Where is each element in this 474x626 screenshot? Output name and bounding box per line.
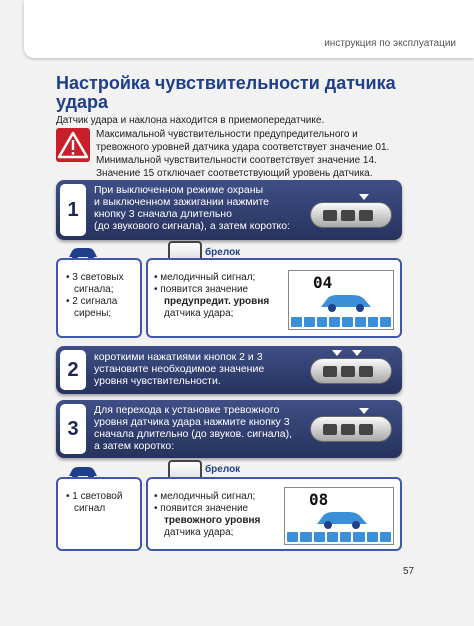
lcd-status-icons [291,317,391,327]
fob-reaction-panel: • мелодичный сигнал; • появится значение предупредит. уровня датчика удара; 04 [146,258,402,338]
car-reaction-panel: • 1 световой сигнал [56,477,142,551]
arrow-down-icon [359,194,369,200]
step-number: 3 [60,404,86,454]
page-header [24,0,474,58]
fob-label: брелок [205,247,241,258]
page-number: 57 [403,566,415,577]
lcd-value: 08 [309,490,329,509]
page-title: Настройка чувствительности датчика удара [56,73,396,112]
header-text: инструкция по эксплуатации [324,38,456,49]
car-reaction-panel: • 3 световых сигнала; • 2 сигнала сирены; [56,258,142,338]
step-text: При выключенном режиме охраны и выключенном зажигании нажмите кнопку 3 сначала длительно (до звукового сигнала), а затем коротко: [94,184,291,232]
remote-fob-icon [310,416,392,442]
intro-text: Датчик удара и наклона находится в приемопередатчике. [56,115,325,126]
step-number: 2 [60,350,86,390]
warning-icon [56,128,90,162]
lcd-status-icons [287,532,391,542]
lcd-value: 04 [313,273,333,292]
fob-reaction-panel: • мелодичный сигнал; • появится значение тревожного уровня датчика удара; 08 [146,477,402,551]
fob-label: брелок [205,464,241,475]
arrow-down-icon [359,408,369,414]
warning-text: Максимальной чувствительности предупредительного и тревожного уровней датчика удара соответствует значение 01. Минимальной чувствительности соответствует значение 14. Значение 15 отключает соответствующий уровень датчика. [96,129,390,179]
arrow-down-icon [352,350,362,356]
step-number: 1 [60,184,86,236]
step-2 [56,346,402,394]
step-1 [56,180,402,240]
lcd-display [288,270,394,330]
car-display-icon [317,289,375,320]
step-text: короткими нажатиями кнопок 2 и 3 установите необходимое значение уровня чувствительности. [94,351,265,387]
lcd-display [284,487,394,545]
step-3 [56,400,402,458]
remote-fob-icon [310,202,392,228]
arrow-down-icon [332,350,342,356]
remote-fob-icon [310,358,392,384]
step-text: Для перехода к установке тревожного уровня датчика удара нажмите кнопку 3 сначала длительно (до звуков. сигнала), а затем коротко: [94,404,293,452]
